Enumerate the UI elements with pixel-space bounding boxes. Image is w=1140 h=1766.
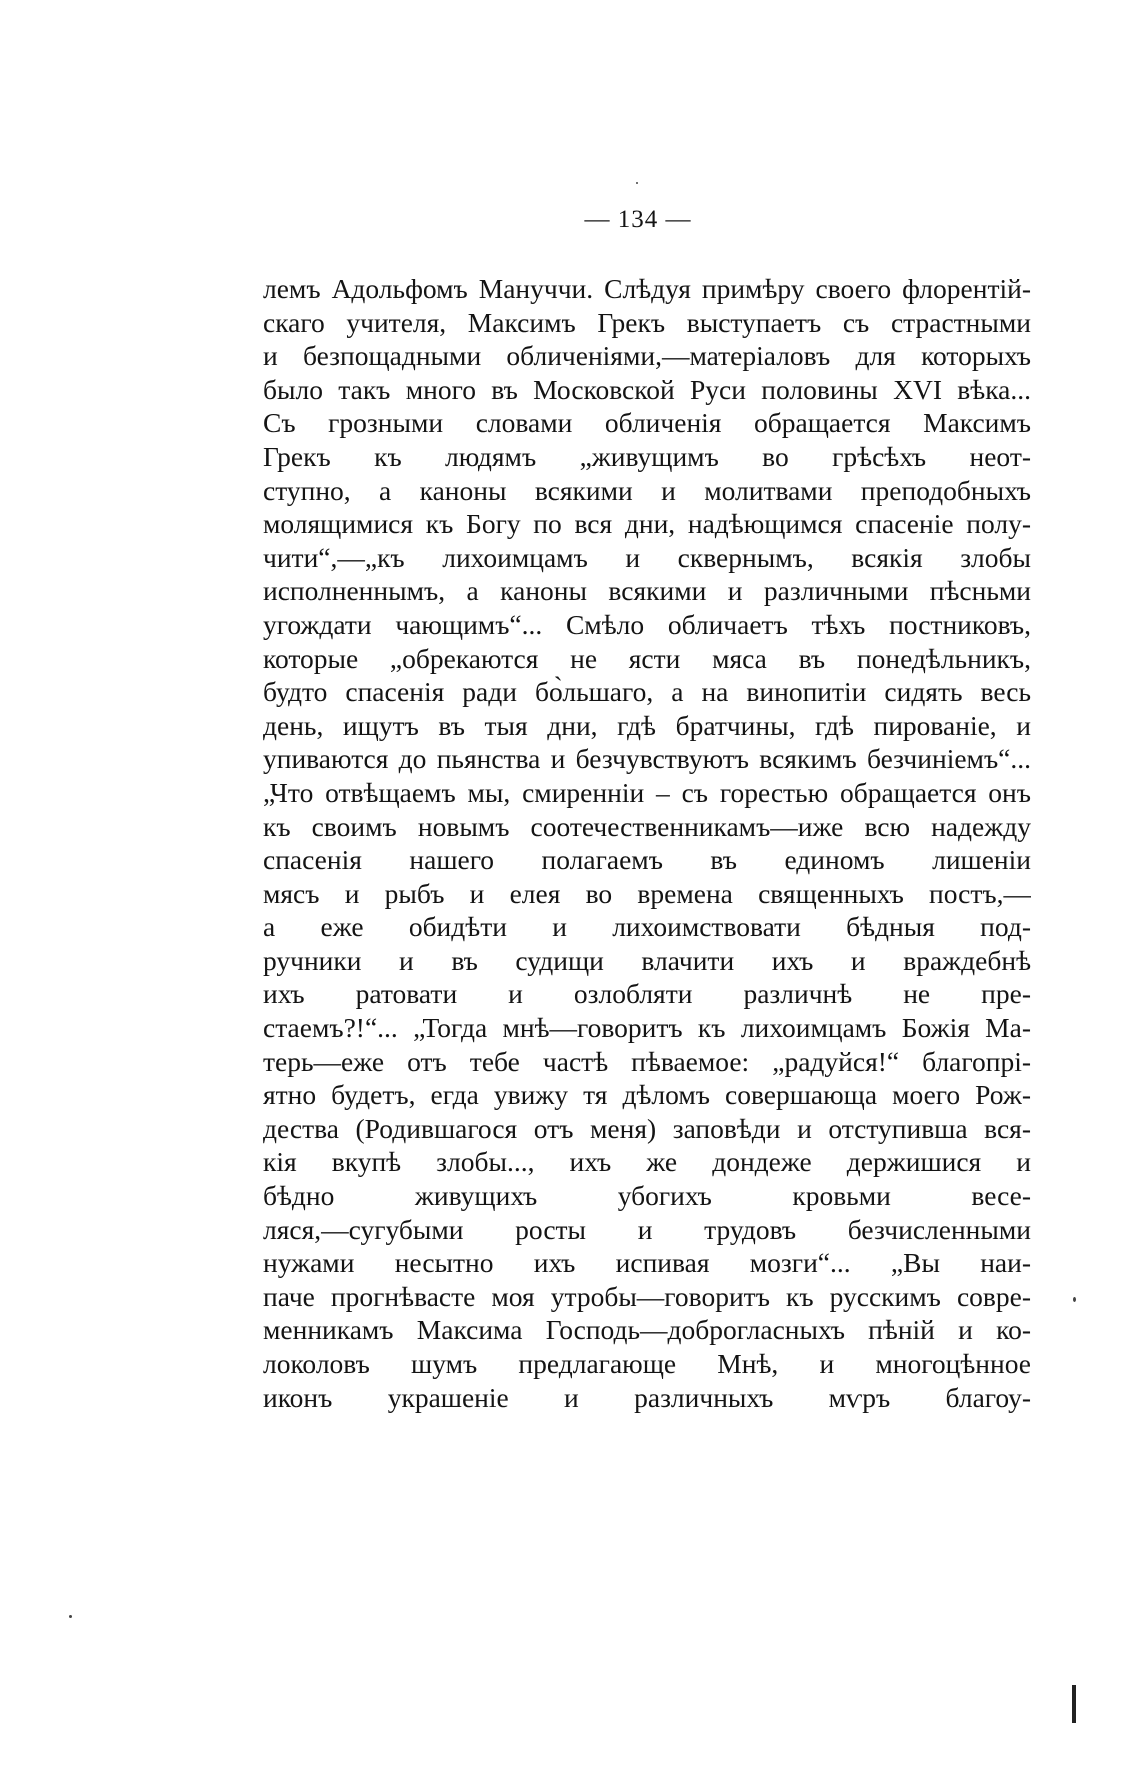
text-line: „Что отвѣщаемъ мы, смиренніи – съ горестью обращается онъ	[263, 776, 1031, 808]
text-line: было такъ много въ Московской Руси половины XVI вѣка...	[263, 373, 1031, 405]
text-line: чити“,—„къ лихоимцамъ и сквернымъ, всякія злобы	[263, 541, 1031, 573]
text-line: кія вкупѣ злобы..., ихъ же дондеже держишися и	[263, 1146, 1031, 1178]
page-number: — 134 —	[584, 206, 692, 233]
text-line: терь—еже отъ тебе частѣ пѣваемое: „радуйся!“ благопрі-	[263, 1045, 1031, 1077]
text-line: день, ищутъ въ тыя дни, гдѣ братчины, гдѣ пированіе, и	[263, 709, 1031, 741]
text-line: бѣдно живущихъ убогихъ кровьми весе-	[263, 1180, 1031, 1212]
text-line: ляся,—сугубыми росты и трудовъ безчисленными	[263, 1213, 1031, 1245]
text-line: спасенія нашего полагаемъ въ единомъ лишеніи	[263, 844, 1031, 876]
text-line: менникамъ Максима Господь—доброгласныхъ пѣній и ко-	[263, 1314, 1031, 1346]
text-line: стаемъ?!“... „Тогда мнѣ—говоритъ къ лихоимцамъ Божія Ма-	[263, 1012, 1031, 1044]
text-line: ручники и въ судищи влачити ихъ и враждебнѣ	[263, 944, 1031, 976]
text-line: которые „обрекаются не ясти мяса въ понедѣльникъ,	[263, 642, 1031, 674]
text-line: а еже обидѣти и лихоимствовати бѣдныя под-	[263, 911, 1031, 943]
text-line: ятно будетъ, егда увижу тя дѣломъ совершающа моего Рож-	[263, 1079, 1031, 1111]
text-line: упиваются до пьянства и безчувствуютъ всякимъ безчиніемъ“...	[263, 743, 1031, 775]
text-line: иконъ украшеніе и различныхъ мѵръ благоу-	[263, 1381, 1031, 1413]
text-line: локоловъ шумъ предлагающе Мнѣ, и многоцѣнное	[263, 1348, 1031, 1379]
text-line: мясъ и рыбъ и елея во времена священныхъ постъ,—	[263, 877, 1031, 909]
text-line: нужами несытно ихъ испивая мозги“... „Вы наи-	[263, 1247, 1031, 1279]
text-line: угождати чающимъ“... Смѣло обличаетъ тѣхъ постниковъ,	[263, 608, 1031, 640]
text-line: Съ грозными словами обличенія обращается Максимъ	[263, 407, 1031, 439]
scan-speck	[69, 1615, 72, 1618]
text-line: паче прогнѣвасте моя утробы—говоритъ къ русскимъ совре-	[263, 1280, 1031, 1312]
scan-speck	[1073, 1297, 1076, 1302]
text-line: и безпощадными обличеніями,—матеріаловъ для которыхъ	[263, 340, 1031, 372]
text-line: скаго учителя, Максимъ Грекъ выступаетъ съ страстными	[263, 306, 1031, 338]
text-line: къ своимъ новымъ соотечественникамъ—иже всю надежду	[263, 810, 1031, 842]
text-line: дества (Родившагося отъ меня) заповѣди и отступивша вся-	[263, 1112, 1031, 1144]
text-line: Грекъ къ людямъ „живущимъ во грѣсѣхъ неот-	[263, 440, 1031, 472]
scan-edge-mark	[1072, 1685, 1076, 1723]
text-line: будто спасенія ради бо̀льшаго, а на винопитіи сидять весь	[263, 676, 1031, 708]
text-line: ступно, а каноны всякими и молитвами преподобныхъ	[263, 474, 1031, 506]
text-line: лемъ Адольфомъ Мануччи. Слѣдуя примѣру своего флорентій-	[263, 273, 1031, 304]
body-text	[263, 272, 1031, 1414]
text-line: исполненнымъ, а каноны всякими и различными пѣсньми	[263, 575, 1031, 607]
text-line: ихъ ратовати и озлобляти различнѣ не пре-	[263, 978, 1031, 1010]
scan-speck	[636, 182, 638, 184]
text-line: молящимися къ Богу по вся дни, надѣющимся спасеніе полу-	[263, 508, 1031, 540]
